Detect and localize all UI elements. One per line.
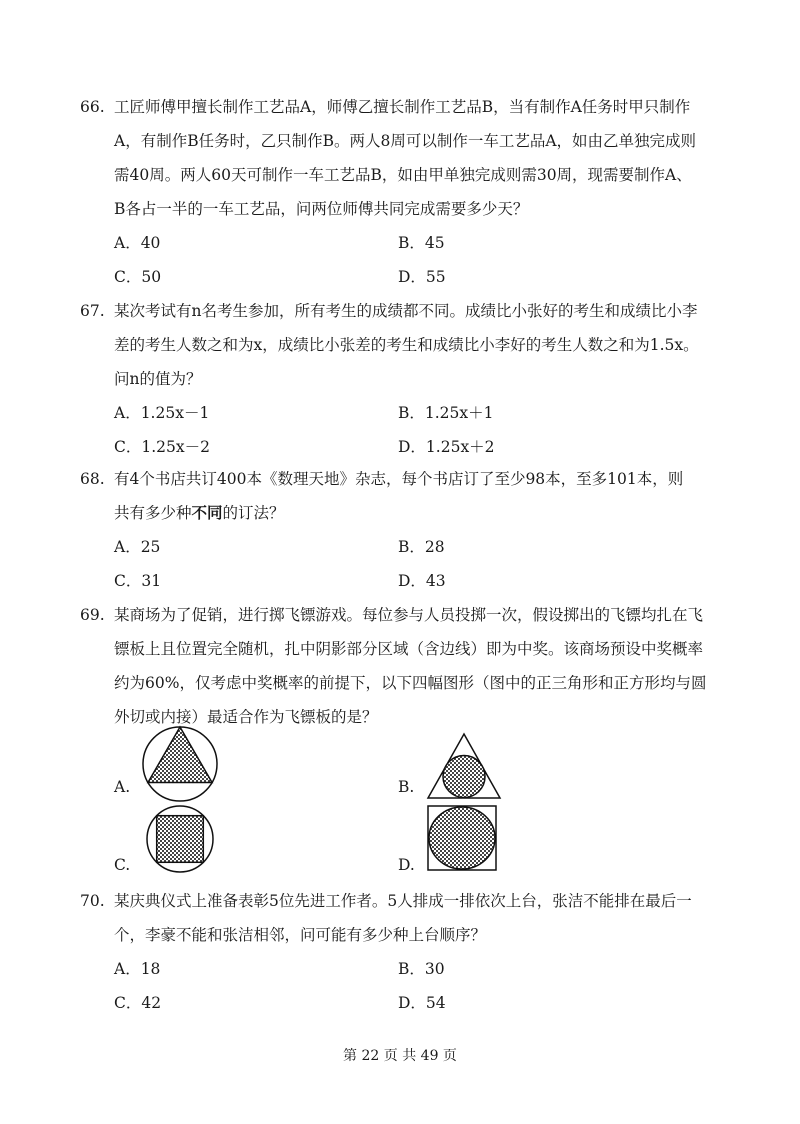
option-d: D．1.25x＋2 [398,438,495,456]
question-text: 某次考试有n名考生参加，所有考生的成绩都不同。成绩比小张好的考生和成绩比小李 [114,302,698,320]
question-number: 68. [80,470,105,488]
question-text: 镖板上且位置完全随机，扎中阴影部分区域（含边线）即为中奖。该商场预设中奖概率 [114,640,704,658]
question-text: 共有多少种 [114,504,192,522]
figure-b-circle [443,756,485,798]
question-text: 某庆典仪式上准备表彰5位先进工作者。5人排成一排依次上台，张洁不能排在最后一 [114,892,692,910]
option-b: B．30 [398,960,445,978]
question-text: 问n的值为？ [114,370,202,388]
dartboard-figure-a [140,724,220,804]
option-a: A．25 [114,538,161,556]
option-c: C．50 [114,268,162,286]
option-c: C．31 [114,572,162,590]
question-number: 69. [80,606,105,624]
emphasis-text: 不同 [191,503,223,522]
question-66 [80,90,730,294]
option-a: A．40 [114,234,161,252]
question-text: 某商场为了促销，进行掷飞镖游戏。每位参与人员投掷一次，假设掷出的飞镖均扎在飞 [114,606,704,624]
option-b: B. [398,778,415,796]
option-a: A．18 [114,960,161,978]
option-c: C．1.25x－2 [114,438,210,456]
option-d: D．55 [398,268,446,286]
question-text: B各占一半的一车工艺品，问两位师傅共同完成需要多少天？ [114,200,529,218]
question-text: 个，李豪不能和张洁相邻，问可能有多少种上台顺序？ [114,926,487,944]
option-b: B．1.25x＋1 [398,404,494,422]
question-number: 67. [80,302,105,320]
dartboard-figure-b [424,732,504,804]
option-d: D．54 [398,994,446,1012]
question-text: 外切或内接）最适合作为飞镖板的是？ [114,708,378,726]
question-text: 需40周。两人60天可制作一车工艺品B，如由甲单独完成则需30周，现需要制作A、 [114,166,692,184]
option-a: A. [114,778,131,796]
question-number: 70. [80,892,105,910]
option-d: D. [398,856,415,874]
question-67 [80,294,730,464]
question-text: 有4个书店共订400本《数理天地》杂志，每个书店订了至少98本，至多101本，则 [114,470,684,488]
question-69 [80,598,730,888]
question-text: A，有制作B任务时，乙只制作B。两人8周可以制作一车工艺品A，如由乙单独完成则 [114,132,697,150]
question-text: 约为60%，仅考虑中奖概率的前提下，以下四幅图形（图中的正三角形和正方形均与圆 [114,674,707,692]
question-number: 66. [80,98,105,116]
page-footer: 第 22 页 共 49 页 [343,1048,457,1064]
dartboard-figure-c [140,804,220,874]
option-c: C．42 [114,994,162,1012]
figure-d-circle [429,807,495,869]
figure-c-square [157,816,204,863]
dartboard-figure-d [426,804,498,872]
option-a: A．1.25x－1 [114,404,210,422]
question-68 [80,462,730,598]
question-70 [80,884,730,1020]
option-d: D．43 [398,572,446,590]
option-c: C. [114,856,131,874]
option-b: B．45 [398,234,445,252]
option-b: B．28 [398,538,445,556]
question-text: 差的考生人数之和为x，成绩比小张差的考生和成绩比小李好的考生人数之和为1.5x。 [114,336,699,354]
question-text: 工匠师傅甲擅长制作工艺品A，师傅乙擅长制作工艺品B，当有制作A任务时甲只制作 [114,98,691,116]
question-text: 的订法？ [222,504,285,522]
